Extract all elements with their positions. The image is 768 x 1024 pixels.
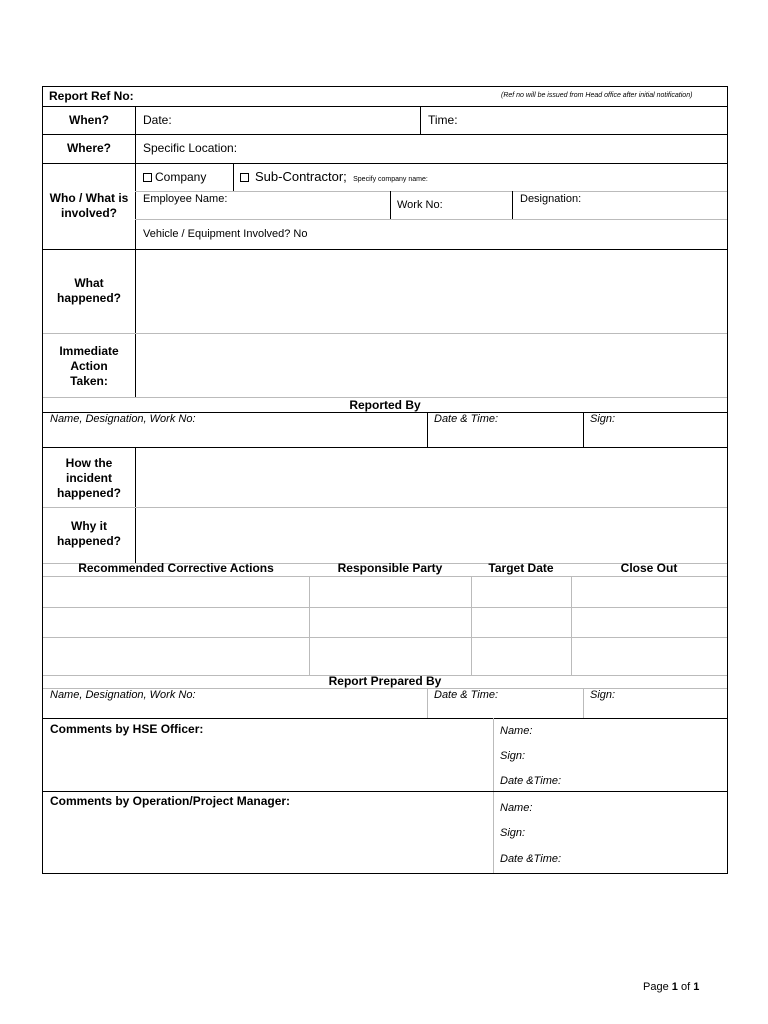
prepared-sign-field[interactable]: Sign: [590, 689, 616, 701]
divider [583, 688, 584, 718]
specific-location-field[interactable]: Specific Location: [143, 141, 238, 155]
table-row[interactable] [43, 608, 727, 637]
divider [233, 163, 234, 191]
when-label: When? [69, 113, 109, 127]
hse-comments-label: Comments by HSE Officer: [50, 722, 204, 736]
designation-field[interactable]: Designation: [520, 193, 582, 205]
hse-name-field[interactable]: Name: [500, 725, 533, 737]
divider [43, 791, 727, 792]
subcontractor-note: Specify company name: [353, 176, 428, 183]
reported-name-field[interactable]: Name, Designation, Work No: [50, 413, 196, 425]
immediate-action-field[interactable] [136, 334, 727, 396]
prepared-name-field[interactable]: Name, Designation, Work No: [50, 689, 196, 701]
company-label: Company [155, 170, 207, 184]
divider [427, 688, 428, 718]
manager-comments-field[interactable] [43, 809, 493, 871]
how-field[interactable] [136, 448, 727, 507]
manager-name-field[interactable]: Name: [500, 802, 533, 814]
table-row[interactable] [43, 638, 727, 674]
where-label: Where? [66, 141, 111, 155]
page-total: 1 [693, 981, 700, 993]
checkbox-icon[interactable] [143, 173, 152, 182]
hse-comments-field[interactable] [43, 737, 493, 790]
page-label: Page [643, 981, 669, 993]
table-row[interactable] [43, 577, 727, 607]
company-checkbox[interactable] [143, 170, 206, 184]
divider [43, 134, 727, 135]
manager-sign-field[interactable]: Sign: [500, 827, 526, 839]
manager-comments-label: Comments by Operation/Project Manager: [50, 794, 291, 808]
subcontractor-label: Sub-Contractor; [255, 169, 347, 184]
divider [493, 718, 494, 873]
manager-datetime-field[interactable]: Date &Time: [500, 853, 562, 865]
divider [43, 163, 727, 164]
divider [43, 106, 727, 107]
corrective-header-closeout: Close Out [620, 561, 678, 575]
who-label: Who / What is involved? [49, 191, 129, 220]
corrective-header-target: Target Date [488, 561, 554, 575]
employee-name-field[interactable]: Employee Name: [143, 193, 228, 205]
why-field[interactable] [136, 508, 727, 562]
corrective-header-actions: Recommended Corrective Actions [78, 561, 274, 575]
divider [583, 412, 584, 447]
report-ref-note: (Ref no will be issued from Head office after initial notification) [501, 92, 693, 99]
divider [512, 191, 513, 219]
divider [43, 718, 727, 719]
hse-sign-field[interactable]: Sign: [500, 750, 526, 762]
what-happened-label: What happened? [57, 276, 122, 305]
checkbox-icon[interactable] [240, 173, 249, 182]
page-number [643, 981, 699, 993]
page-current: 1 [671, 981, 678, 993]
hse-datetime-field[interactable]: Date &Time: [500, 775, 562, 787]
reported-by-title: Reported By [349, 398, 421, 412]
report-ref-label: Report Ref No: [49, 89, 134, 103]
immediate-action-label: Immediate Action Taken: [59, 344, 119, 388]
work-no-field[interactable]: Work No: [397, 199, 443, 211]
divider [390, 191, 391, 219]
reported-datetime-field[interactable]: Date & Time: [434, 413, 499, 425]
divider [135, 219, 727, 220]
reported-sign-field[interactable]: Sign: [590, 413, 616, 425]
divider [135, 191, 727, 192]
subcontractor-checkbox[interactable] [240, 169, 428, 184]
date-field[interactable]: Date: [143, 113, 172, 127]
page-of: of [680, 981, 691, 993]
divider [427, 412, 428, 447]
corrective-header-party: Responsible Party [337, 561, 443, 575]
incident-report-form [42, 86, 728, 874]
vehicle-equipment-field[interactable]: Vehicle / Equipment Involved? No [143, 228, 308, 240]
prepared-datetime-field[interactable]: Date & Time: [434, 689, 499, 701]
time-field[interactable]: Time: [428, 113, 458, 127]
divider [420, 106, 421, 134]
why-label: Why it happened? [56, 519, 121, 548]
prepared-by-title: Report Prepared By [328, 674, 442, 688]
what-happened-field[interactable] [136, 250, 727, 332]
how-label: How the incident happened? [56, 456, 121, 500]
